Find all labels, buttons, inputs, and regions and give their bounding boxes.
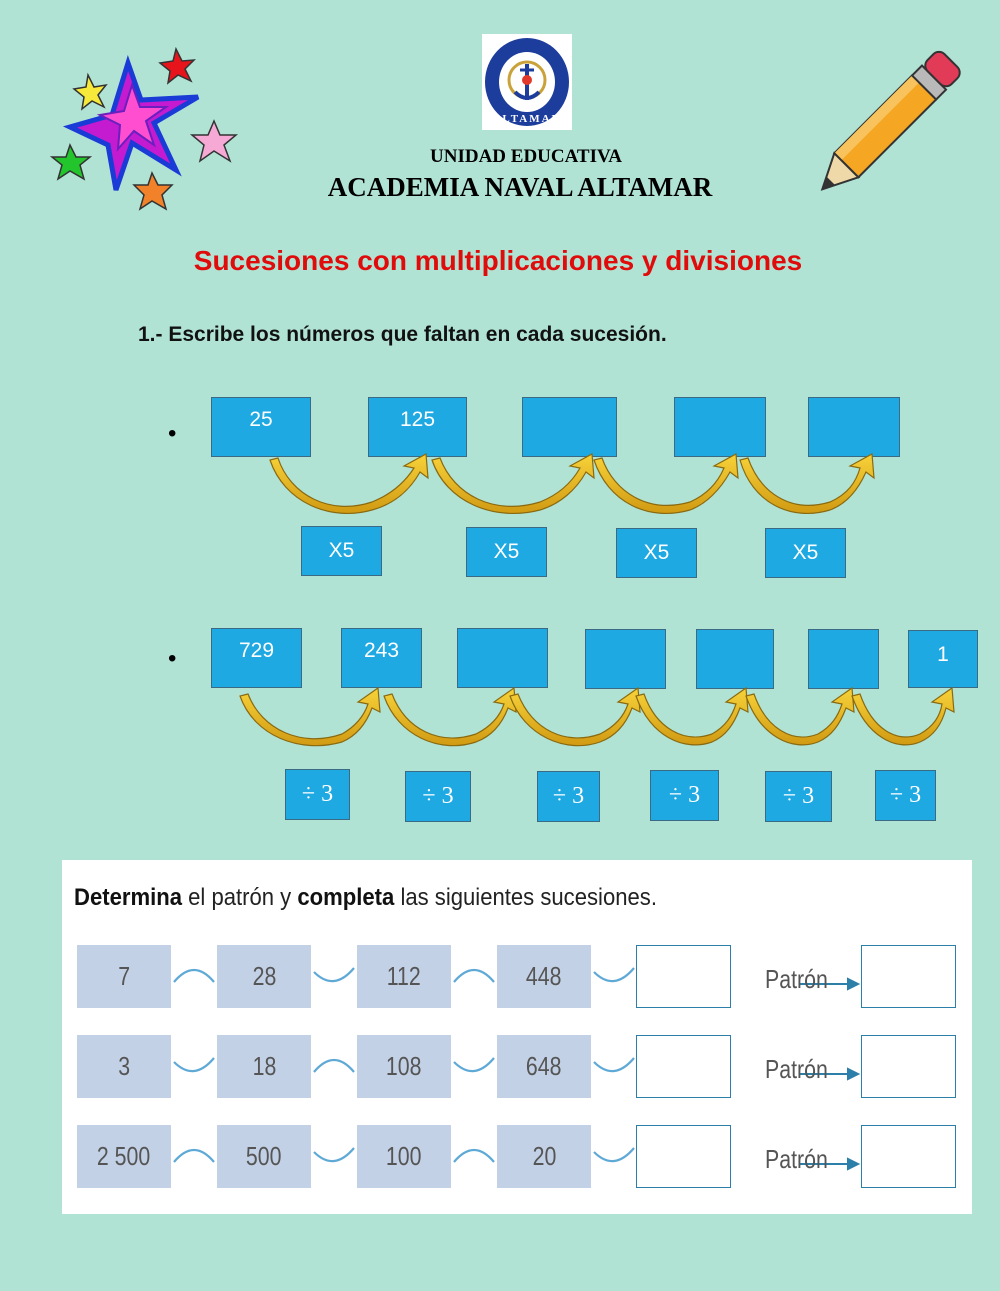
curved-arrow-icon <box>740 454 874 513</box>
seq1-operation-2: X5 <box>466 527 547 577</box>
seq2-operation-1: ÷ 3 <box>285 769 350 820</box>
page-title: Sucesiones con multiplicaciones y divisiones <box>193 245 803 276</box>
anchor-seal-icon <box>482 34 572 130</box>
seq2-answer-box-6[interactable] <box>808 629 879 689</box>
seq1-operation-3: X5 <box>616 528 697 578</box>
curved-arrow-icon <box>510 688 640 746</box>
heading-text-2: las siguientes sucesiones. <box>394 884 657 911</box>
seq2-operation-5: ÷ 3 <box>765 771 832 822</box>
seq2-operation-2: ÷ 3 <box>405 771 471 822</box>
arc-arrow-icon <box>594 1058 634 1071</box>
seq2-box-7: 1 <box>908 630 978 688</box>
pattern-row2-rule-answer[interactable] <box>861 1035 956 1098</box>
svg-text:ALTAMAR: ALTAMAR <box>492 113 562 125</box>
pattern-row1-cell-3: 112 <box>357 945 451 1008</box>
pattern-row2-answer[interactable] <box>636 1035 731 1098</box>
curved-arrow-icon <box>432 454 594 513</box>
pattern-row1-cell-4: 448 <box>497 945 591 1008</box>
seq2-box-2: 243 <box>341 628 422 688</box>
pattern-row2-cell-2: 18 <box>217 1035 311 1098</box>
seq2-operation-6: ÷ 3 <box>875 770 936 821</box>
pattern-row3-cell-3: 100 <box>357 1125 451 1188</box>
pattern-row1-rule-answer[interactable] <box>861 945 956 1008</box>
arc-arrow-icon <box>594 1148 634 1161</box>
seq1-operation-4: X5 <box>765 528 846 578</box>
seq1-operation-1: X5 <box>301 526 382 576</box>
star-yellow-icon <box>74 75 106 109</box>
heading-bold-determina: Determina <box>74 884 182 911</box>
pattern-row2-cell-1: 3 <box>77 1035 171 1098</box>
pattern-row2-cell-4: 648 <box>497 1035 591 1098</box>
seq1-box-1: 25 <box>211 397 311 457</box>
seq2-operation-4: ÷ 3 <box>650 770 719 821</box>
heading-text-1: el patrón y <box>181 884 298 911</box>
pattern-row1-cell-2: 28 <box>217 945 311 1008</box>
bullet-1: • <box>168 420 177 447</box>
curved-arrow-icon <box>240 688 380 746</box>
curved-arrow-icon <box>746 688 854 745</box>
pattern-row1-cell-1: 7 <box>77 945 171 1008</box>
pattern-row2-label: Patrón <box>765 1054 828 1084</box>
heading-bold-completa: completa <box>297 884 395 911</box>
school-logo <box>482 34 572 130</box>
seq2-answer-box-3[interactable] <box>457 628 548 688</box>
seq2-arrows <box>0 682 1000 752</box>
arc-arrow-icon <box>314 1148 354 1161</box>
curved-arrow-icon <box>636 688 748 745</box>
seq1-answer-box-4[interactable] <box>674 397 766 457</box>
question-1: 1.- Escribe los números que faltan en cada sucesión. <box>138 323 667 346</box>
school-name-line1: UNIDAD EDUCATIVA <box>430 146 622 167</box>
pattern-row3-answer[interactable] <box>636 1125 731 1188</box>
bullet-2: • <box>168 645 177 672</box>
pattern-row3-rule-answer[interactable] <box>861 1125 956 1188</box>
curved-arrow-icon <box>594 454 738 513</box>
seq2-box-1: 729 <box>211 628 302 688</box>
seq2-operation-3: ÷ 3 <box>537 771 600 822</box>
seq1-answer-box-5[interactable] <box>808 397 900 457</box>
curved-arrow-icon <box>852 688 954 745</box>
arc-arrow-icon <box>454 1058 494 1071</box>
pattern-row3-cell-4: 20 <box>497 1125 591 1188</box>
pattern-row3-label: Patrón <box>765 1144 828 1174</box>
exercise-panel <box>62 860 972 1214</box>
pattern-row1-answer[interactable] <box>636 945 731 1008</box>
arc-arrow-icon <box>314 968 354 981</box>
arc-arrow-icon <box>314 1060 354 1072</box>
school-name-line2: ACADEMIA NAVAL ALTAMAR <box>327 172 713 202</box>
pattern-row1-label: Patrón <box>765 964 828 994</box>
arc-arrow-icon <box>174 1150 214 1162</box>
arc-arrow-icon <box>174 970 214 982</box>
seq1-arrows <box>0 450 1000 520</box>
seq1-answer-box-3[interactable] <box>522 397 617 457</box>
pattern-row3-cell-1: 2 500 <box>77 1125 171 1188</box>
seq2-answer-box-4[interactable] <box>585 629 666 689</box>
exercise-heading <box>74 884 657 912</box>
star-red-icon <box>160 49 194 83</box>
arc-arrow-icon <box>174 1058 214 1071</box>
arc-arrow-icon <box>454 970 494 982</box>
pattern-row3-cell-2: 500 <box>217 1125 311 1188</box>
seq2-answer-box-5[interactable] <box>696 629 774 689</box>
arc-arrow-icon <box>454 1150 494 1162</box>
arc-arrow-icon <box>594 968 634 981</box>
curved-arrow-icon <box>270 454 428 513</box>
seq1-box-2: 125 <box>368 397 467 457</box>
pattern-row2-cell-3: 108 <box>357 1035 451 1098</box>
curved-arrow-icon <box>384 688 516 746</box>
